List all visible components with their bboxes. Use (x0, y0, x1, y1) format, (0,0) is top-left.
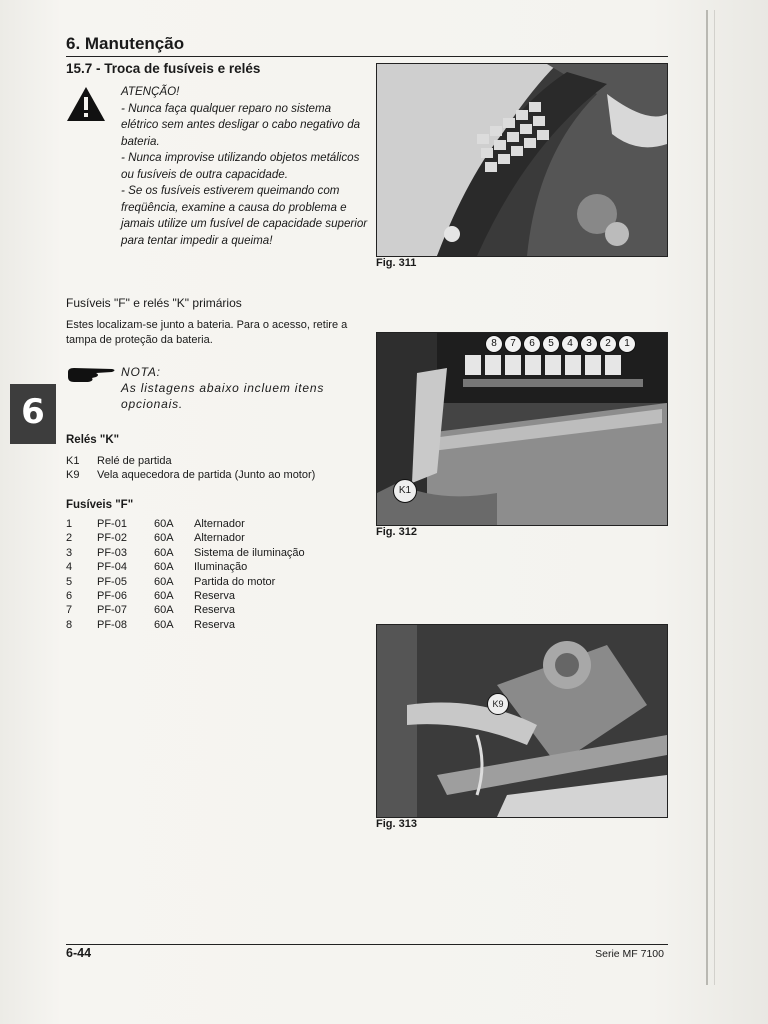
battery-relay-photo-image (377, 333, 667, 525)
figure-311-caption: Fig. 311 (376, 257, 417, 269)
fuse-code: PF-04 (97, 561, 127, 574)
pointing-hand-icon (66, 366, 118, 384)
warning-line-1: - Nunca faça qualquer reparo no sistema elétrico sem antes desligar o cabo negativo da bateria. (121, 101, 361, 148)
fuse-code: PF-05 (97, 575, 127, 588)
note-block (121, 364, 361, 412)
fuse-code: PF-03 (97, 546, 127, 559)
fusiveis-title: Fusíveis "F" (66, 499, 134, 511)
fuse-row (66, 561, 366, 575)
fuse-row (66, 604, 366, 618)
warning-line-3: - Se os fusíveis estiverem queimando com freqüência, examine a causa do problema e jamais utilize um fusível de capacidade superior para tentar impedir a queima! (121, 184, 368, 247)
fuse-desc: Iluminação (194, 561, 248, 574)
fuse-row (66, 576, 366, 590)
fuse-row (66, 619, 366, 633)
fuse-callouts (485, 335, 645, 353)
fuse-callout: 2 (599, 335, 617, 353)
fuse-callout: 6 (523, 335, 541, 353)
fuse-desc: Reserva (194, 590, 235, 602)
section-title: 15.7 - Troca de fusíveis e relés (66, 61, 261, 76)
fuse-amp: 60A (154, 618, 174, 631)
fuse-amp: 60A (154, 518, 174, 530)
figure-311-photo (376, 63, 668, 257)
fuse-callout: 1 (618, 335, 636, 353)
chapter-tab-number: 6 (21, 392, 45, 432)
header-rule (66, 56, 668, 57)
warning-triangle-icon (66, 86, 106, 122)
k1-callout: K1 (393, 479, 417, 503)
warning-title: ATENÇÃO! (121, 85, 180, 98)
rele-code: K1 (66, 455, 80, 467)
fuse-desc: Alternador (194, 532, 245, 545)
fuse-row (66, 518, 366, 532)
rele-desc: Vela aquecedora de partida (Junto ao motor) (97, 469, 316, 481)
warning-block (121, 84, 371, 249)
note-text: As listagens abaixo incluem itens opcionais. (121, 381, 325, 411)
fuse-row (66, 590, 366, 604)
fuse-code: PF-06 (97, 590, 127, 602)
fuse-amp: 60A (154, 546, 174, 559)
rele-desc: Relé de partida (97, 455, 172, 467)
figure-313-photo (376, 624, 668, 818)
fuse-number: 6 (66, 590, 73, 602)
fuse-code: PF-08 (97, 618, 127, 631)
rele-code: K9 (66, 469, 80, 481)
page-number: 6-44 (66, 946, 92, 960)
note-title: NOTA: (121, 365, 161, 379)
footer-rule (66, 944, 668, 945)
fuse-code: PF-01 (97, 518, 127, 530)
fuse-number: 1 (66, 518, 73, 530)
reles-title: Relés "K" (66, 434, 120, 446)
fuse-desc: Sistema de iluminação (194, 546, 305, 559)
fuse-desc: Reserva (194, 604, 235, 617)
fuse-number: 5 (66, 575, 73, 588)
fuse-code: PF-07 (97, 604, 127, 617)
fuse-desc: Alternador (194, 518, 245, 530)
k9-callout: K9 (487, 693, 509, 715)
series-label: Serie MF 7100 (595, 948, 664, 960)
chapter-tab (10, 384, 56, 444)
fuse-row (66, 547, 366, 561)
fuse-desc: Reserva (194, 618, 235, 631)
binding-edge (706, 10, 708, 985)
chapter-title: 6. Manutenção (66, 34, 185, 53)
fuse-callout: 8 (485, 335, 503, 353)
binding-edge-shadow (714, 10, 715, 985)
fuse-amp: 60A (154, 532, 174, 545)
figure-312-caption: Fig. 312 (376, 526, 417, 538)
engine-glowplug-photo-image (377, 625, 667, 817)
fuse-desc: Partida do motor (194, 575, 276, 588)
fuse-amp: 60A (154, 590, 174, 602)
fuse-callout: 7 (504, 335, 522, 353)
fuse-number: 3 (66, 546, 73, 559)
fuse-code: PF-02 (97, 532, 127, 545)
fuse-number: 7 (66, 604, 73, 617)
fuse-amp: 60A (154, 575, 174, 588)
primary-intro: Estes localizam-se junto a bateria. Para o acesso, retire a tampa de proteção da bateria. (66, 319, 348, 346)
fuse-number: 4 (66, 561, 73, 574)
fuse-number: 8 (66, 618, 73, 631)
fuse-callout: 5 (542, 335, 560, 353)
fuse-callout: 4 (561, 335, 579, 353)
fuse-number: 2 (66, 532, 73, 545)
figure-313-caption: Fig. 313 (376, 818, 417, 830)
primary-heading: Fusíveis "F" e relés "K" primários (66, 296, 242, 310)
fusebox-photo-image (377, 64, 667, 256)
fuse-amp: 60A (154, 604, 174, 617)
figure-312-photo (376, 332, 668, 526)
fuse-amp: 60A (154, 561, 174, 574)
fuse-row (66, 532, 366, 546)
fuse-callout: 3 (580, 335, 598, 353)
warning-line-2: - Nunca improvise utilizando objetos metálicos ou fusíveis de outra capacidade. (121, 151, 360, 181)
